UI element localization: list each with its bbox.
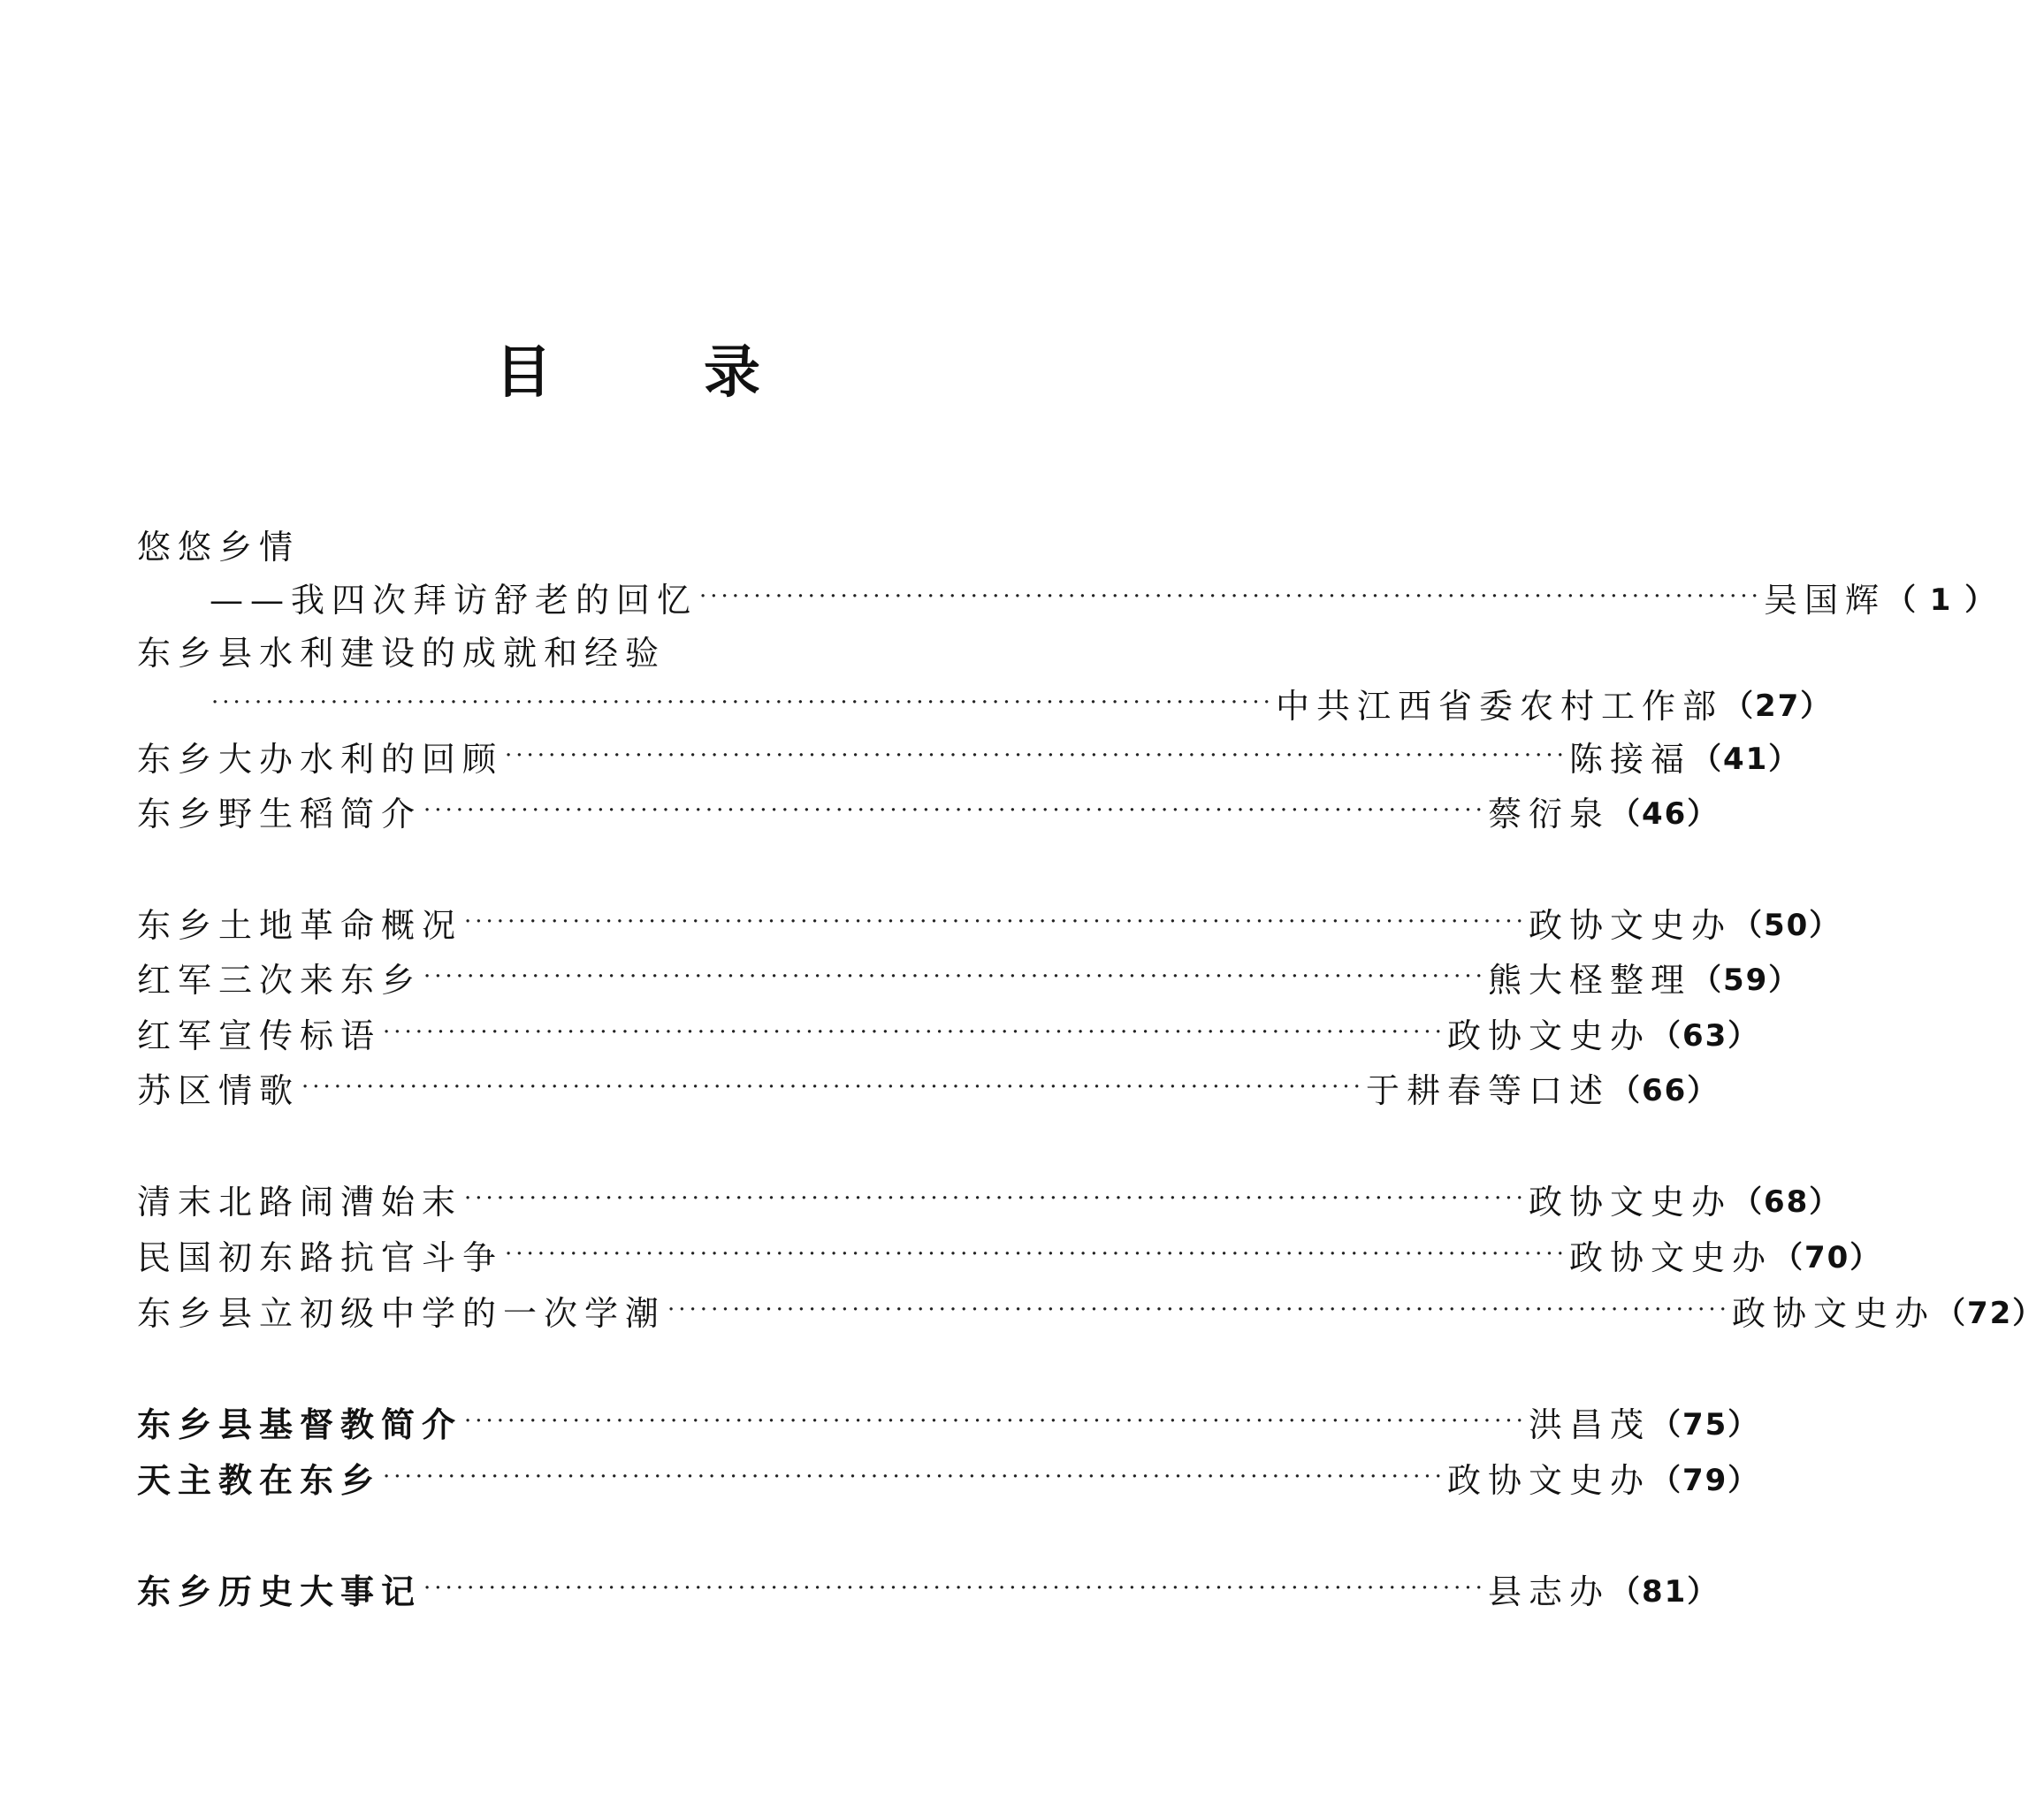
toc-entry[interactable] bbox=[137, 1283, 2044, 1336]
toc-entry-author: 县志办 bbox=[1487, 1572, 1610, 1611]
dot-leader: ·································································································· bbox=[464, 909, 1527, 935]
toc-entry-title: 东乡县基督教简介 bbox=[137, 1404, 463, 1444]
toc-entry-page: （ 1 ） bbox=[1885, 582, 1997, 618]
toc-entry-page: （50） bbox=[1731, 907, 1842, 943]
dot-leader: ·································································································· bbox=[505, 742, 1567, 769]
toc-entry[interactable] bbox=[137, 784, 1720, 837]
toc-entry-author: 政协文史办 bbox=[1568, 1237, 1773, 1277]
toc-entry-page: （72） bbox=[1934, 1295, 2044, 1331]
toc-entry-author: 陈接福 bbox=[1568, 739, 1691, 779]
toc-entry-author: 吴国辉 bbox=[1763, 580, 1886, 620]
toc-entry-author: 政协文史办 bbox=[1446, 1460, 1651, 1500]
toc-entry[interactable] bbox=[137, 1172, 1842, 1225]
toc-entry[interactable] bbox=[137, 517, 1092, 570]
toc-entry-page: （41） bbox=[1690, 741, 1801, 777]
dot-leader: ·································································································· bbox=[383, 1464, 1445, 1490]
toc-entry-author: 洪昌茂 bbox=[1528, 1404, 1651, 1444]
toc-entry-title: 东乡县水利建设的成就和经验 bbox=[137, 633, 667, 673]
dot-leader: ·································································································· bbox=[211, 689, 1274, 716]
dot-leader: ·································································································· bbox=[667, 1297, 1730, 1323]
toc-entry-author: 政协文史办 bbox=[1731, 1293, 1935, 1333]
toc-entry-title: 红军三次来东乡 bbox=[137, 960, 423, 1000]
toc-entry[interactable] bbox=[137, 729, 1801, 782]
dot-leader: ·································································································· bbox=[464, 1408, 1527, 1435]
toc-entry-author: 于耕春等口述 bbox=[1365, 1070, 1610, 1110]
toc-entry[interactable] bbox=[137, 895, 1842, 948]
toc-entry[interactable] bbox=[137, 1562, 1720, 1615]
dot-leader: ·································································································· bbox=[423, 797, 1486, 824]
page-title bbox=[495, 327, 760, 408]
dot-leader: ·································································································· bbox=[423, 1575, 1486, 1602]
toc-entry-title: 东乡大办水利的回顾 bbox=[137, 739, 504, 779]
toc-entry-title: 民国初东路抗官斗争 bbox=[137, 1237, 504, 1277]
toc-entry-title: 东乡土地革命概况 bbox=[137, 905, 463, 945]
title-char-1: 目 bbox=[495, 339, 552, 406]
toc-entry[interactable] bbox=[137, 570, 1997, 623]
dot-leader: ·································································································· bbox=[383, 1019, 1445, 1046]
toc-entry-page: （81） bbox=[1609, 1573, 1720, 1610]
dot-leader: ·································································································· bbox=[505, 1241, 1567, 1267]
toc-entry[interactable] bbox=[137, 623, 1092, 676]
toc-entry[interactable] bbox=[137, 676, 1833, 729]
toc-entry[interactable] bbox=[137, 950, 1801, 1003]
toc-entry-title: 悠悠乡情 bbox=[137, 527, 301, 567]
toc-entry-page: （46） bbox=[1609, 795, 1720, 832]
toc-entry-page: （66） bbox=[1609, 1072, 1720, 1108]
toc-entry-title: 红军宣传标语 bbox=[137, 1016, 382, 1055]
toc-entry-author: 政协文史办 bbox=[1446, 1016, 1651, 1055]
toc-entry-author: 蔡衍泉 bbox=[1487, 794, 1610, 833]
toc-entry[interactable] bbox=[137, 1006, 1760, 1059]
toc-entry-title: 东乡野生稻简介 bbox=[137, 794, 423, 833]
toc-entry-page: （63） bbox=[1650, 1017, 1760, 1054]
title-char-2: 录 bbox=[704, 339, 760, 406]
toc-entry-title: ——我四次拜访舒老的回忆 bbox=[210, 580, 698, 620]
toc-entry-title: 天主教在东乡 bbox=[137, 1459, 382, 1500]
toc-entry-page: （27） bbox=[1722, 688, 1833, 724]
toc-entry-author: 中共江西省委农村工作部 bbox=[1275, 686, 1723, 726]
dot-leader: ·································································································· bbox=[464, 1185, 1527, 1212]
toc-entry[interactable] bbox=[137, 1228, 1882, 1281]
toc-entry-author: 政协文史办 bbox=[1528, 905, 1732, 945]
toc-entry-page: （68） bbox=[1731, 1184, 1842, 1220]
toc-entry-title: 清末北路闹漕始末 bbox=[137, 1182, 463, 1222]
toc-entry[interactable] bbox=[137, 1395, 1760, 1448]
toc-entry[interactable] bbox=[137, 1450, 1760, 1503]
toc-entry-page: （79） bbox=[1650, 1462, 1760, 1498]
toc-entry-page: （75） bbox=[1650, 1406, 1760, 1442]
dot-leader: ·································································································· bbox=[301, 1074, 1364, 1100]
toc-entry[interactable] bbox=[137, 1061, 1720, 1114]
toc-entry-title: 东乡县立初级中学的一次学潮 bbox=[137, 1293, 667, 1333]
toc-entry-title: 苏区情歌 bbox=[137, 1070, 301, 1110]
dot-leader: ·································································································· bbox=[699, 583, 1762, 610]
dot-leader: ·································································································· bbox=[423, 963, 1486, 990]
toc-entry-author: 政协文史办 bbox=[1528, 1182, 1732, 1222]
toc-entry-title: 东乡历史大事记 bbox=[137, 1571, 423, 1611]
toc-entry-author: 熊大柽整理 bbox=[1487, 960, 1691, 1000]
toc-entry-page: （59） bbox=[1690, 962, 1801, 998]
toc-entry-page: （70） bbox=[1772, 1239, 1882, 1275]
